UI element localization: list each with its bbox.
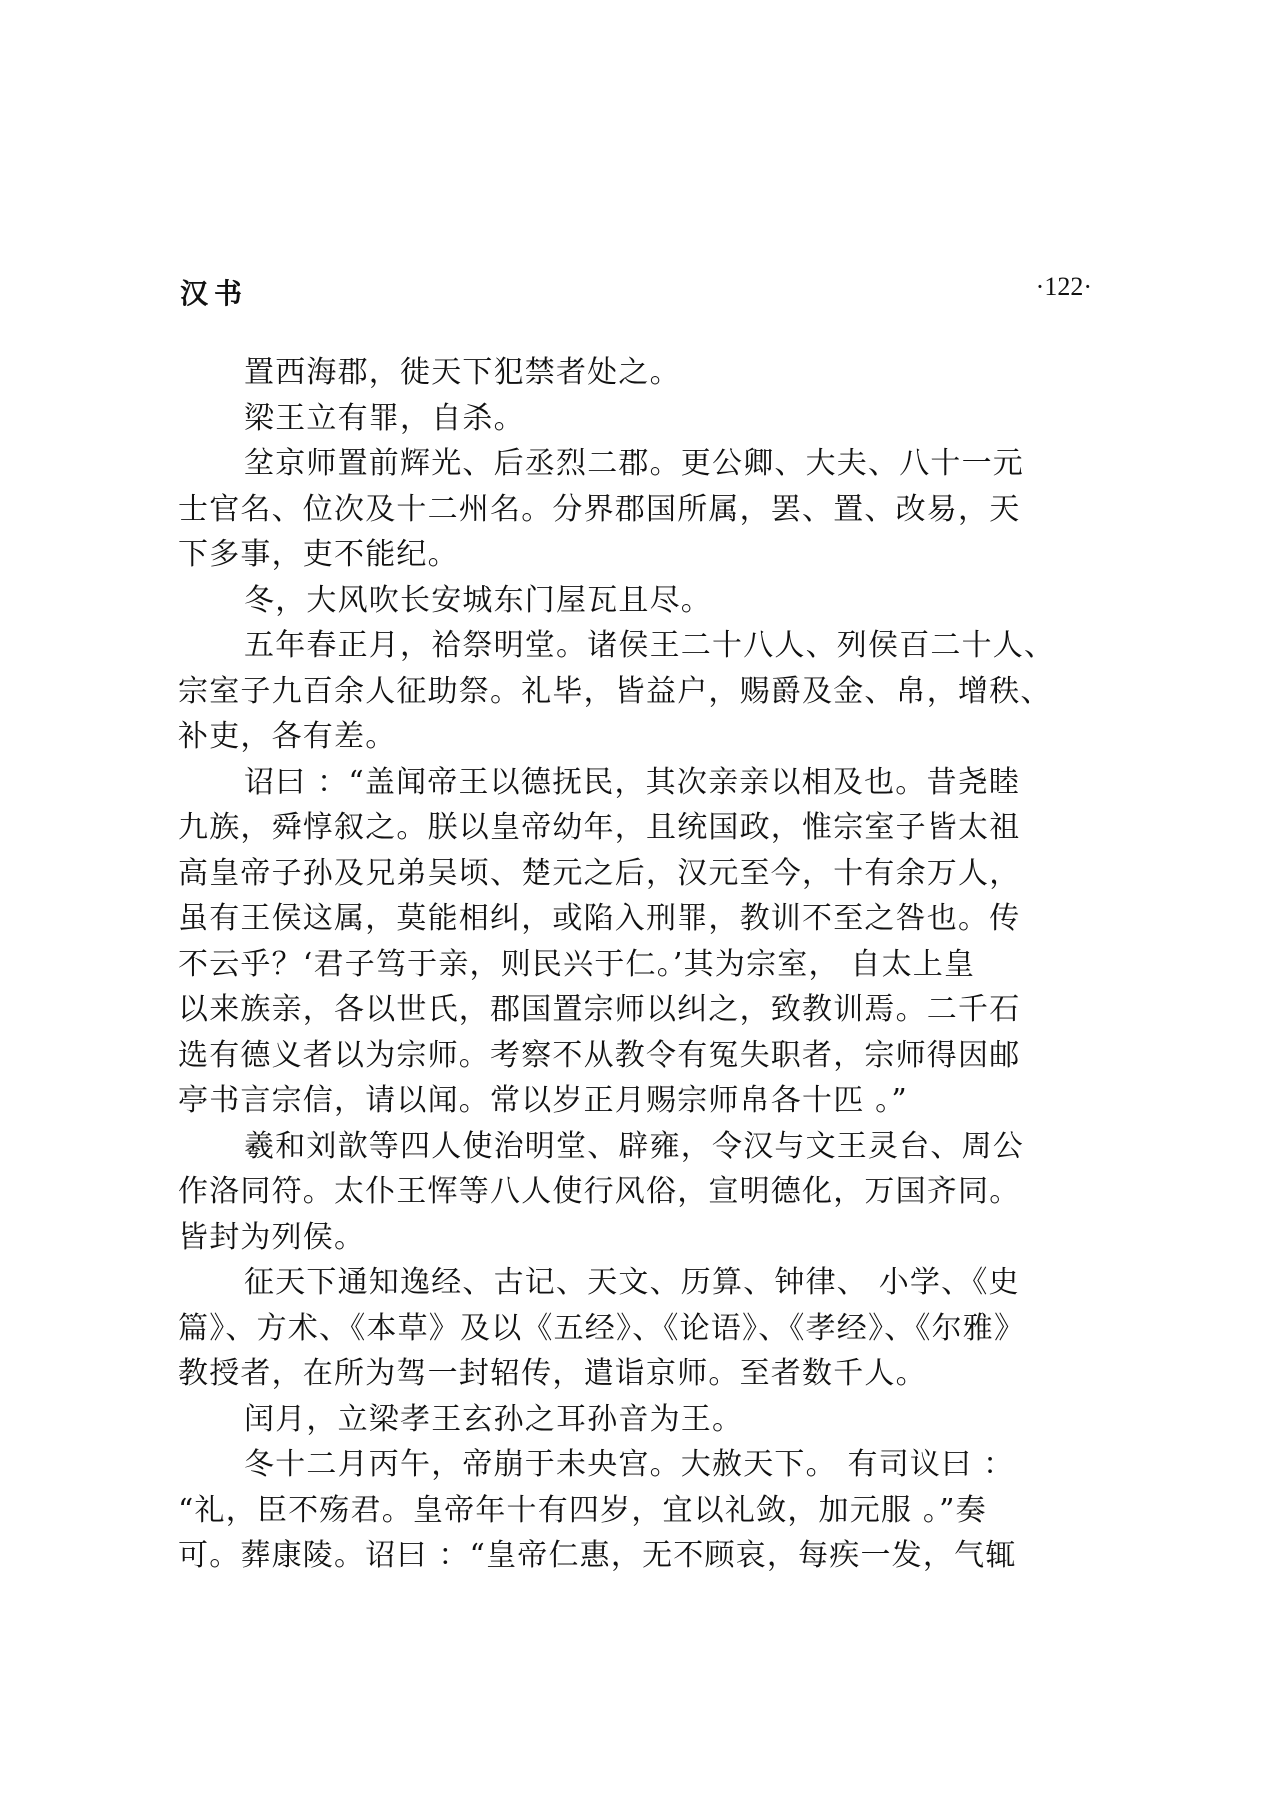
text-line: 置西海郡，徙天下犯禁者处之。	[244, 355, 681, 390]
text-line: 皆封为列侯。	[178, 1219, 366, 1255]
text-line: 诏曰 ：“盖闻帝王以德抚民，其次亲亲以相及也。昔尧睦	[244, 764, 1021, 800]
running-header	[180, 272, 1092, 312]
text-line: 亭书言宗信，请以闻。常以岁正月赐宗师帛各十匹 。”	[178, 1083, 908, 1118]
text-line: 士官名、位次及十二州名。分界郡国所属，罢、置、改易，天	[178, 491, 1021, 527]
text-line: 篇》、方术、《本草》及以《五经》、《论语》、《孝经》、《尔雅》	[178, 1310, 1026, 1346]
text-line: 下多事，吏不能纪。	[178, 537, 459, 572]
text-line: 以来族亲，各以世氏，郡国置宗师以纠之，致教训焉。二千石	[178, 992, 1021, 1027]
page-number: ·122·	[1035, 272, 1092, 301]
text-line: 闰月，立梁孝王玄孙之耳孙音为王。	[244, 1401, 744, 1437]
text-line: 坌京师置前辉光、后丞烈二郡。更公卿、大夫、八十一元	[244, 446, 1024, 481]
text-line: 高皇帝子孙及兄弟吴顷、楚元之后，汉元至今，十有余万人，	[178, 855, 1021, 891]
text-line: 征天下通知逸经、古记、天文、历算、钟律、 小学、《史	[244, 1265, 1020, 1300]
text-line: 羲和刘歆等四人使治明堂、辟雍，令汉与文王灵台、周公	[244, 1128, 1024, 1164]
text-line: 冬十二月丙午，帝崩于未央宫。大赦天下。 有司议曰 ：	[244, 1447, 1015, 1482]
text-line: 补吏，各有差。	[178, 719, 397, 754]
text-line: 不云乎？‘君子笃于亲，则民兴于仁。’其为宗室， 自太上皇	[178, 946, 976, 982]
text-line: 教授者，在所为驾一封轺传，遣诣京师。至者数千人。	[178, 1356, 927, 1391]
text-line: 宗室子九百余人征助祭。礼毕，皆益户，赐爵及金、帛，增秩、	[178, 673, 1052, 709]
text-line: 九族，舜惇叙之。朕以皇帝幼年，且统国政，惟宗室子皆太祖	[178, 810, 1021, 845]
text-line: 冬，大风吹长安城东门屋瓦且尽。	[244, 582, 712, 618]
book-title: 汉书	[180, 277, 249, 310]
text-line: 选有德义者以为宗师。考察不从教令有冤失职者，宗师得因邮	[178, 1037, 1021, 1073]
text-line: 五年春正月，祫祭明堂。诸侯王二十八人、列侯百二十人、	[244, 628, 1056, 663]
text-line: 可。葬康陵。诏曰 ：“皇帝仁惠，无不顾哀，每疾一发，气辄	[178, 1538, 1017, 1573]
text-line: “礼，臣不殇君。皇帝年十有四岁，宜以礼敛，加元服 。”奏	[178, 1492, 987, 1528]
text-line: 作洛同符。太仆王恽等八人使行风俗，宣明德化，万国齐同。	[178, 1174, 1021, 1209]
text-line: 虽有王侯这属，莫能相纠，或陷入刑罪，教训不至之咎也。传	[178, 901, 1021, 936]
body-text	[178, 350, 1078, 1579]
text-line: 梁王立有罪，自杀。	[244, 400, 525, 436]
